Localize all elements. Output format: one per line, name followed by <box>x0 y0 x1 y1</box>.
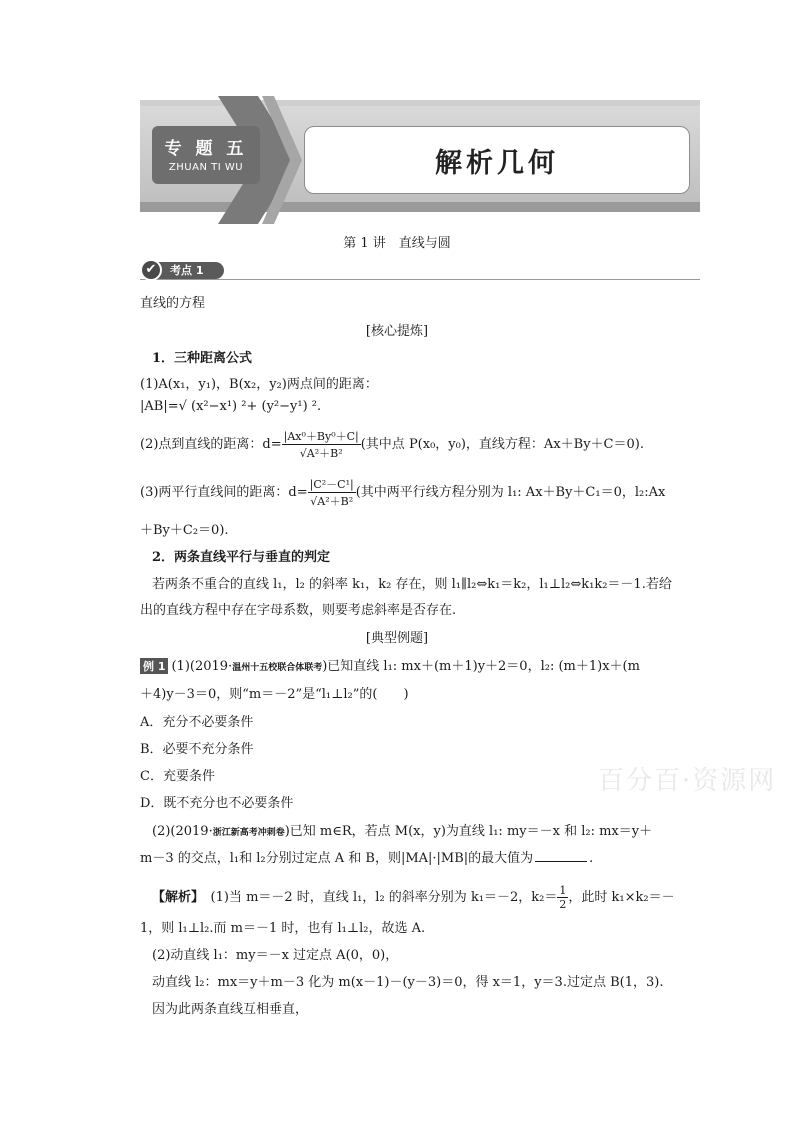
fraction-numerator: |C²－C¹| <box>309 478 354 491</box>
ex2-cont-b: . <box>589 851 594 866</box>
item2-heading: 2．两条直线平行与垂直的判定 <box>152 550 331 565</box>
option-b: B．必要不充分条件 <box>140 742 254 757</box>
item1-c-prefix: (3)两平行直线间的距离：d= <box>140 485 308 500</box>
item2-line2: 出的直线方程中存在字母系数，则要考虑斜率是否存在. <box>140 603 457 618</box>
example-badge: 例 1 <box>140 658 168 674</box>
example1-q2 <box>152 820 652 839</box>
sol1-a: (1)当 m＝－2 时，直线 l₁，l₂ 的斜率分别为 k₁＝－2，k₂＝ <box>210 890 558 905</box>
section-title: 直线的方程 <box>140 296 206 311</box>
topic-number: 专 题 五 <box>164 139 248 159</box>
topic-pinyin: ZHUAN TI WU <box>168 162 244 173</box>
example1-q2-cont <box>140 847 593 866</box>
fraction-denominator: √A²＋B² <box>299 447 343 460</box>
ex1-source: 温州十五校联合体联考 <box>232 663 323 673</box>
option-c: C．充要条件 <box>140 769 215 784</box>
ex1-text: )已知直线 l₁: mx＋(m＋1)y＋2＝0，l₂: (m＋1)x＋(m <box>322 659 640 674</box>
solution-part1-cont: 1，则 l₁⊥l₂.而 m＝－1 时，也有 l₁⊥l₂，故选 A. <box>140 921 426 936</box>
ex1-prefix: (1)(2019· <box>171 659 233 674</box>
item1-c-suffix: (其中两平行线方程分别为 l₁: Ax＋By＋C₁＝0，l₂:Ax <box>355 485 666 500</box>
item1-b <box>140 428 644 461</box>
kaodian-divider <box>140 279 700 280</box>
fraction-denominator: √A²＋B² <box>310 495 354 508</box>
answer-blank <box>535 861 587 862</box>
fraction-denominator: 2 <box>559 898 567 911</box>
item2-line1: 若两条不重合的直线 l₁，l₂ 的斜率 k₁，k₂ 存在，则 l₁∥l₂⇔k₁＝k₂，l₁⊥l₂⇔k₁k₂＝－1.若给 <box>152 577 672 592</box>
sol1-b: ，此时 k₁×k₂＝－ <box>568 890 675 905</box>
solution-part2-line1: (2)动直线 l₁：my＝－x 过定点 A(0，0)， <box>152 948 399 963</box>
solution-part2-line3: 因为此两条直线互相垂直， <box>152 1002 309 1017</box>
item1-b-suffix: (其中点 P(x₀，y₀)，直线方程：Ax＋By＋C＝0). <box>360 437 644 452</box>
check-icon: ✔ <box>140 259 162 281</box>
solution-part2-line2: 动直线 l₂：mx＝y＋m－3 化为 m(x－1)－(y－3)＝0，得 x＝1，y＝3.过定点 B(1，3). <box>152 975 664 990</box>
solution-part1 <box>152 884 675 911</box>
example1-q1 <box>140 655 640 674</box>
item1-c-cont: ＋By＋C₂＝0). <box>140 523 229 538</box>
core-heading: [核心提炼] <box>365 324 429 339</box>
example1-q1-cont: ＋4)y－3＝0，则“m＝－2”是“l₁⊥l₂”的( ) <box>140 687 409 702</box>
ex2-cont-a: m－3 的交点，l₁和 l₂分别过定点 A 和 B，则|MA|·|MB|的最大值为 <box>140 851 534 866</box>
option-a: A．充分不必要条件 <box>140 715 254 730</box>
chapter-title-box <box>304 126 690 194</box>
topic-badge <box>152 126 260 184</box>
chapter-title: 解析几何 <box>435 147 559 179</box>
ex2-source: 浙江新高考冲刺卷 <box>212 828 285 838</box>
item1-heading: 1．三种距离公式 <box>152 351 253 366</box>
half-fraction <box>557 884 568 911</box>
point-line-distance-fraction <box>282 428 361 461</box>
watermark: 百分百·资源网 <box>598 766 777 796</box>
kaodian-badge: 考点 1 <box>148 262 224 279</box>
item1-b-prefix: (2)点到直线的距离：d= <box>140 437 282 452</box>
solution-label: 【解析】 <box>152 890 198 905</box>
lecture-title: 第 1 讲 直线与圆 <box>343 236 451 251</box>
option-d: D．既不充分也不必要条件 <box>140 796 294 811</box>
item1-c <box>140 476 665 509</box>
parallel-distance-fraction <box>308 476 356 509</box>
item1-a-formula: |AB|=√ (x²−x¹) ²+ (y²−y¹) ². <box>140 399 322 414</box>
ex2-text: )已知 m∈R，若点 M(x，y)为直线 l₁: my＝－x 和 l₂: mx＝y＋ <box>284 824 653 839</box>
fraction-numerator: |Ax⁰＋By⁰＋C| <box>283 430 359 443</box>
ex2-prefix: (2)(2019· <box>152 824 213 839</box>
fraction-numerator: 1 <box>559 884 567 897</box>
item1-a: (1)A(x₁，y₁)，B(x₂，y₂)两点间的距离： <box>140 377 378 392</box>
example-heading: [典型例题] <box>365 631 429 646</box>
